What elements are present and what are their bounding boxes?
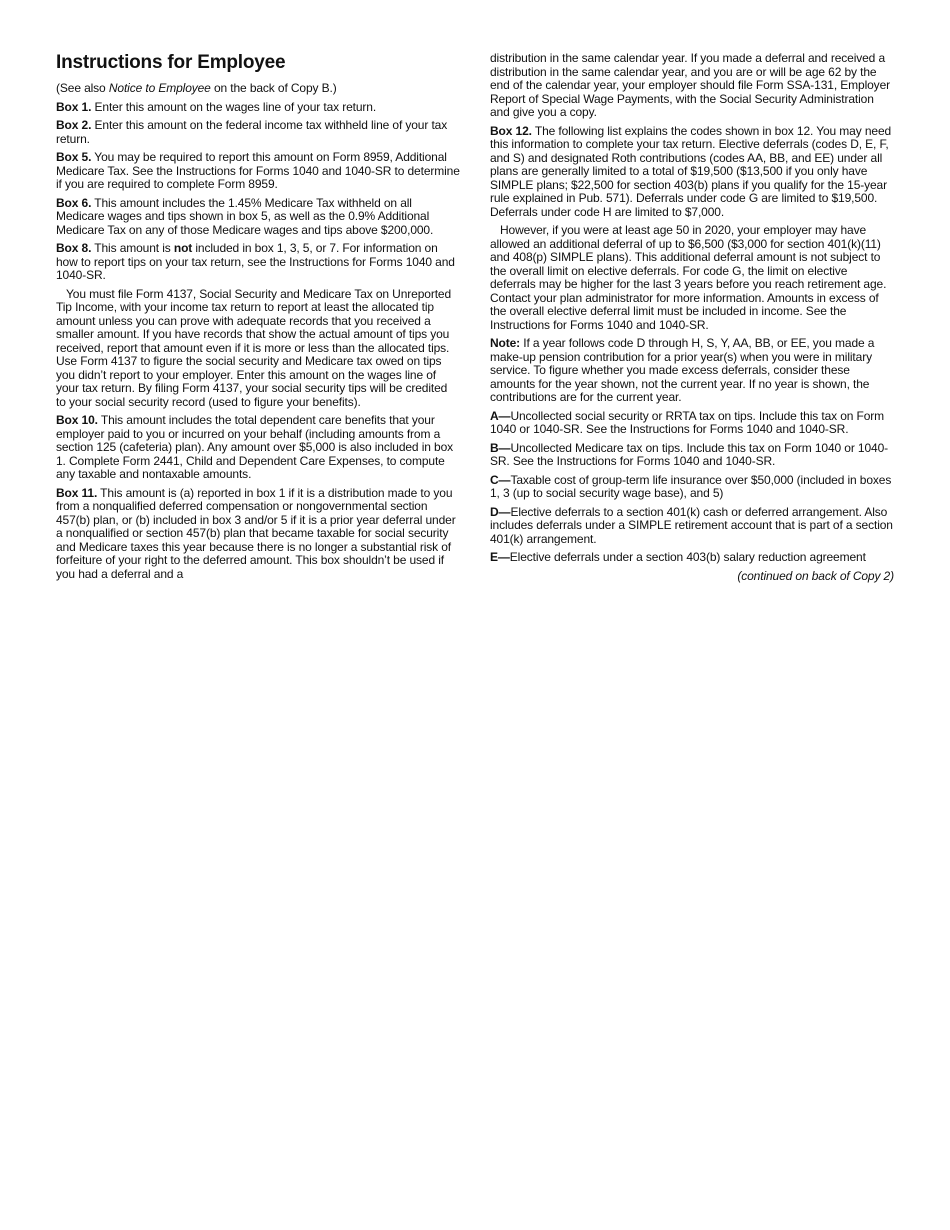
see-also-note: (See also Notice to Employee on the back of Copy B.) [56, 81, 337, 95]
instructions-page [56, 52, 894, 588]
box-2-label: Box 2. [56, 118, 92, 132]
box-5-instruction: Box 5. You may be required to report this amount on Form 8959, Additional Medicare Tax. See the Instructions for Forms 1040 and 1040-SR to determine if you are required to complete Form 8959. [56, 150, 460, 191]
code-d-item: D—Elective deferrals to a section 401(k) cash or deferred arrangement. Also includes deferrals under a SIMPLE retirement account that is part of a section 401(k) arrangement. [490, 504, 893, 546]
box-11-instruction: Box 11. This amount is (a) reported in box 1 if it is a distribution made to you from a nonqualified deferred compensation or nongovernmental section 457(b) plan, or (b) included in box 3 and/or 5 if it is a prior year deferral under a nonqualified or section 457(b) plan that became taxable for social security and Medicare taxes this year because there is no longer a substantial risk of forfeiture of your right to the deferred amount. This box shouldn’t be used if you had a deferral and a [56, 485, 456, 581]
code-c-item: C—Taxable cost of group-term life insurance over $50,000 (included in boxes 1, 3 (up to social security wage base), and 5) [490, 472, 892, 500]
box-1-label: Box 1. [56, 99, 92, 114]
box-10-instruction: Box 10. This amount includes the total dependent care benefits that your employer paid to you or incurred on your behalf (including amounts from a section 125 (cafeteria) plan). Any amount over $5,000 is also included in box 1. Complete Form 2441, Child and Dependent Care Expenses, to compute any taxable and nontaxable amounts. [56, 413, 454, 481]
box-6-instruction: Box 6. This amount includes the 1.45% Medicare Tax withheld on all Medicare wages and tips shown in box 5, as well as the 0.9% Additional Medicare Tax on any of those Medicare wages and tips above $200,000. [56, 195, 434, 237]
box-10-label: Box 10. [56, 413, 98, 427]
code-b-label: B— [490, 440, 511, 455]
notice-to-employee-ref: Notice to Employee [108, 81, 211, 95]
box-8-instruction: Box 8. This amount is not included in box 1, 3, 5, or 7. For information on how to report tips on your tax return, see the Instructions for Forms 1040 and 1040-SR. [56, 241, 455, 282]
code-a-label: A— [490, 408, 511, 423]
emphasis-not: not [173, 241, 193, 255]
note-label: Note: [490, 336, 521, 350]
box-1-instruction: Box 1. Enter this amount on the wages line of your tax return. [56, 99, 377, 114]
box-12-label: Box 12. [490, 123, 532, 138]
code-d-label: D— [490, 504, 511, 519]
code-e-label: E— [490, 550, 510, 564]
box-5-label: Box 5. [56, 150, 92, 164]
box-2-instruction: Box 2. Enter this amount on the federal income tax withheld line of your tax return. [56, 118, 448, 146]
right-column [490, 52, 894, 588]
code-a-item: A—Uncollected social security or RRTA tax on tips. Include this tax on Form 1040 or 1040-SR. See the Instructions for Forms 1040 and 1040-SR. [490, 408, 885, 436]
box-11-continued: distribution in the same calendar year. If you made a deferral and received a distribution in the same calendar year, and you are or will be age 62 by the end of the calendar year, your employer should file Form SSA-131, Employer Report of Special Wage Payments, with the Social Security Administration and give you a copy. [490, 51, 890, 119]
box-11-label: Box 11. [56, 485, 98, 500]
box-12-instruction: Box 12. The following list explains the codes shown in box 12. You may need this information to complete your tax return. Elective deferrals (codes D, E, F, and S) and designated Roth contributions (codes AA, BB, and EE) under all plans are generally limited to a total of $19,500 ($13,500 if you only have SIMPLE plans; $22,500 for section 403(b) plans if you qualify for the 15-year rule explained in Pub. 571). Deferrals under code G are limited to $19,500. Deferrals under code H are limited to $7,000. [490, 123, 892, 219]
page-title: Instructions for Employee [56, 52, 286, 73]
code-c-label: C— [490, 472, 511, 487]
box-6-label: Box 6. [56, 195, 92, 210]
box-8-label: Box 8. [56, 241, 92, 255]
box-8-form-4137-paragraph: You must file Form 4137, Social Security and Medicare Tax on Unreported Tip Income, with your income tax return to report at least the allocated tip amount unless you can prove with adequate records that you received a smaller amount. If you have records that show the actual amount of tips you received, report that amount even if it is more or less than the allocated tips. Use Form 4137 to figure the social security and Medicare tax owed on tips you didn’t report to your employer. Enter this amount on the wages line of your tax return. By filing Form 4137, your social security tips will be credited to your social security record (used to figure your benefits). [56, 286, 452, 409]
left-column [56, 52, 460, 588]
code-e-item: E—Elective deferrals under a section 403(b) salary reduction agreement [490, 550, 866, 564]
box-12-catch-up-paragraph: However, if you were at least age 50 in 2020, your employer may have allowed an additional deferral of up to $6,500 ($3,000 for section 401(k)(11) and 408(p) SIMPLE plans). This additional deferral amount is not subject to the overall limit on elective deferrals. For code G, the limit on elective deferrals may be higher for the last 3 years before you reach retirement age. Contact your plan administrator for more information. Amounts in excess of the overall elective deferral limit must be included in income. See the Instructions for Forms 1040 and 1040-SR. [490, 223, 887, 332]
code-b-item: B—Uncollected Medicare tax on tips. Include this tax on Form 1040 or 1040-SR. See the Instructions for Forms 1040 and 1040-SR. [490, 440, 889, 468]
military-note: Note: If a year follows code D through H, S, Y, AA, BB, or EE, you made a make-up pension contribution for a prior year(s) when you were in military service. To figure whether you made excess deferrals, consider these amounts for the year shown, not the current year. If no year is shown, the contributions are for the current year. [490, 336, 875, 404]
continued-note: (continued on back of Copy 2) [737, 568, 894, 583]
